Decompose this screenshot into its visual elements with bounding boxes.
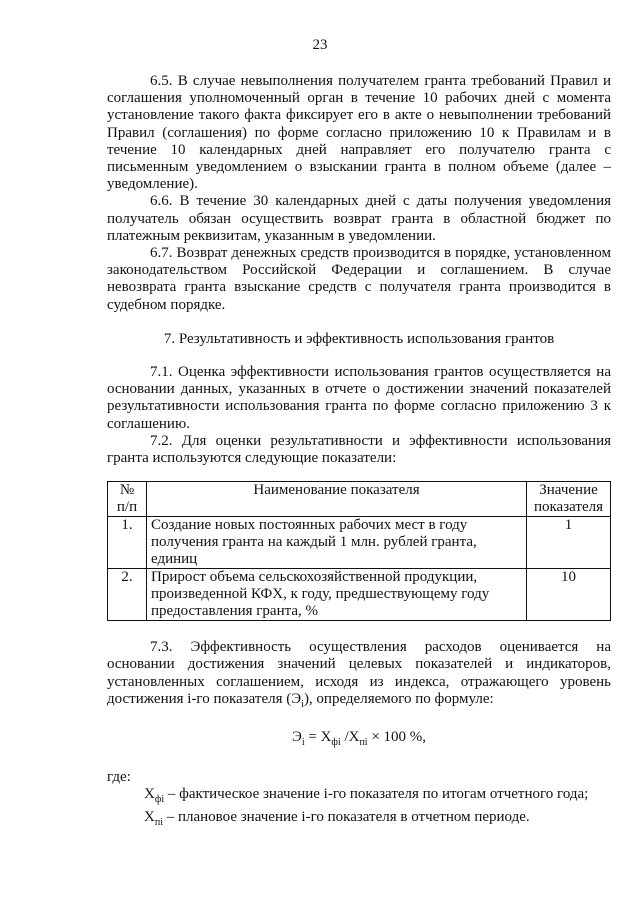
row-value: 10: [527, 569, 611, 621]
def-planned-sub: пi: [154, 816, 163, 828]
formula-eq: = Х: [304, 729, 332, 746]
paragraph-6-6: 6.6. В течение 30 календарных дней с даты получения уведомления получатель обязан осуществить возврат гранта в областной бюджет по платежным реквизитам, указанным в уведомлении.: [107, 193, 611, 244]
header-num: № п/п: [108, 482, 147, 517]
table-row: [108, 517, 611, 569]
paragraph-6-7: 6.7. Возврат денежных средств производится в порядке, установленном законодательством Российской Федерации и соглашением. В случае невозврата гранта взыскание средств с получателя гранта производится в судебном порядке.: [107, 245, 611, 313]
def-actual-text: – фактическое значение i-го показателя по итогам отчетного года;: [164, 786, 589, 803]
definition-planned: [107, 809, 611, 831]
where-label: где:: [107, 769, 131, 786]
paragraph-7-3-sub: i: [301, 698, 304, 710]
paragraph-7-3-tail: ), определяемого по формуле:: [303, 690, 494, 707]
table-header-row: [108, 482, 611, 517]
table-row: [108, 569, 611, 621]
page-number: 23: [312, 37, 328, 53]
paragraph-7-2: 7.2. Для оценки результативности и эффективности использования гранта используются следующие показатели:: [107, 432, 611, 467]
paragraph-6-5: 6.5. В случае невыполнения получателем гранта требований Правил и соглашения уполномоченный орган в течение 10 рабочих дней с момента установление такого факта фиксирует его в акте о невыполнении требований Правил (соглашения) по форме согласно приложению 10 к Правилам и в течение 10 календарных дней направляет его получателю гранта с письменным уведомлением о взыскании гранта в полном объеме (далее – уведомление).: [107, 73, 611, 193]
definition-actual: [107, 786, 611, 808]
row-name: Создание новых постоянных рабочих мест в году получения гранта на каждый 1 млн. рублей гранта, единиц: [147, 517, 527, 569]
document-body: [107, 73, 611, 831]
formula-f-sub: фi: [331, 737, 341, 749]
indicators-table: [107, 481, 611, 621]
header-name: Наименование показателя: [147, 482, 527, 517]
formula-p-sub: пi: [359, 737, 368, 749]
row-name: Прирост объема сельскохозяйственной продукции, произведенной КФХ, к году, предшествующему году предоставления гранта, %: [147, 569, 527, 621]
paragraph-7-3-text: 7.3. Эффективность осуществления расходов оценивается на основании достижения значений целевых показателей и индикаторов, установленных соглашением, исходя из индекса, отражающего уровень достижения i-го показателя (Э: [107, 639, 611, 707]
formula-e-sub: i: [301, 737, 305, 749]
formula-tail: × 100 %,: [367, 729, 427, 746]
efficiency-formula: [107, 729, 611, 751]
row-value: 1: [527, 517, 611, 569]
section-7-heading: 7. Результативность и эффективность использования грантов: [163, 330, 555, 347]
row-num: 1.: [108, 517, 147, 569]
paragraph-7-3: [107, 639, 611, 713]
header-value: Значение показателя: [527, 482, 611, 517]
row-num: 2.: [108, 569, 147, 621]
def-actual-sub: фi: [154, 794, 165, 806]
formula-e: Э: [291, 729, 302, 746]
def-planned-x: Х: [144, 808, 155, 825]
def-planned-text: – плановое значение i-го показателя в отчетном периоде.: [162, 808, 530, 825]
def-actual-x: Х: [144, 786, 155, 803]
paragraph-7-1: 7.1. Оценка эффективности использования грантов осуществляется на основании данных, указанных в отчете о достижении значений показателей результативности использования гранта по форме согласно приложению 3 к соглашению.: [107, 364, 611, 432]
formula-slash: /Х: [340, 729, 360, 746]
